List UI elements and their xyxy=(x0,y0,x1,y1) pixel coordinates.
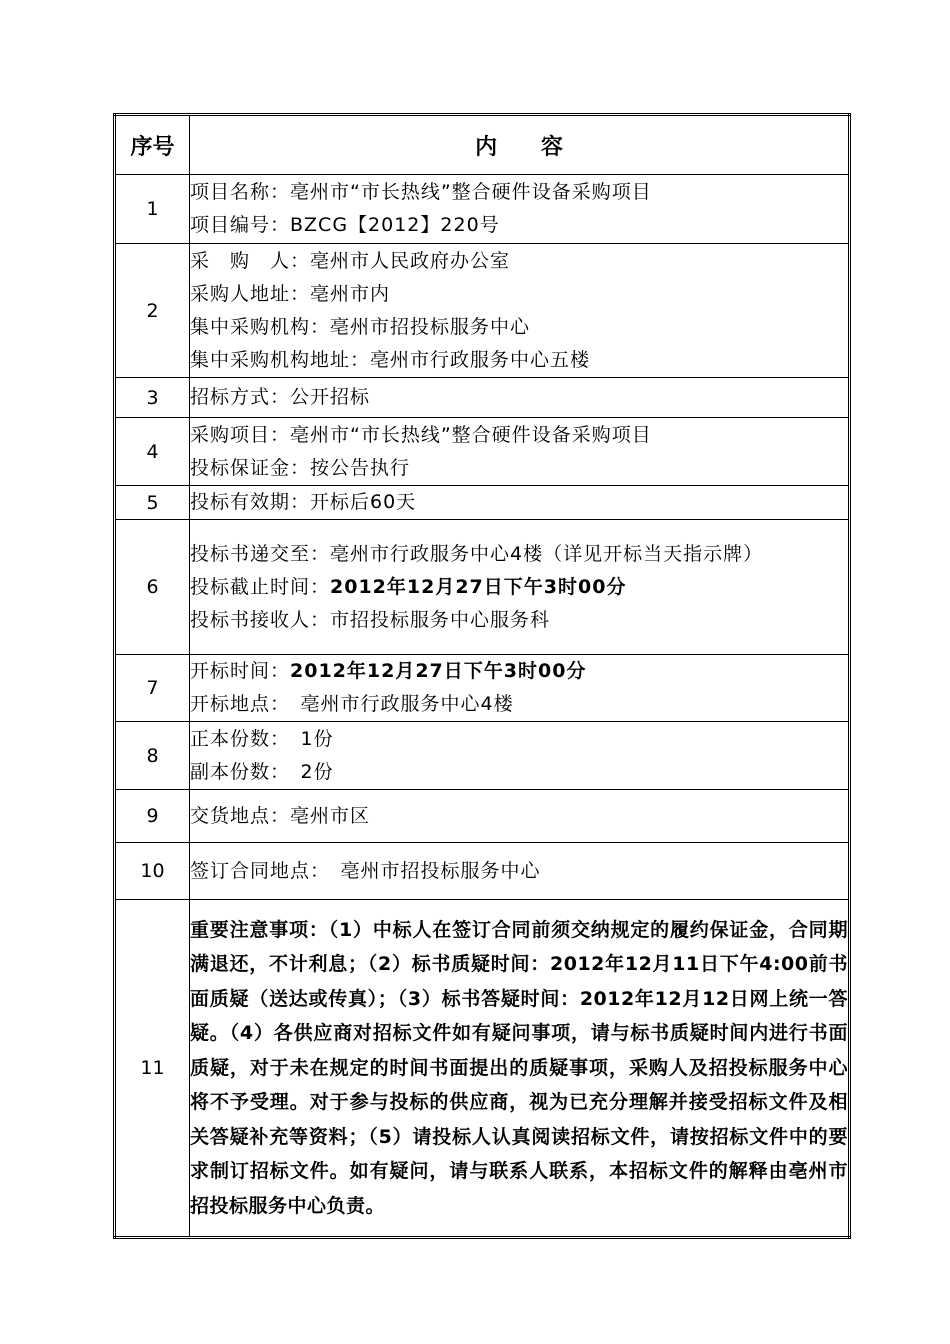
row-number: 6 xyxy=(115,520,190,655)
row-content xyxy=(190,244,850,378)
important-notes: 重要注意事项：（1）中标人在签订合同前须交纳规定的履约保证金，合同期满退还，不计利息；（2）标书质疑时间：2012年12月11日下午4:00前书面质疑（送达或传真）；（3）标书答疑时间：2012年12月12日网上统一答疑。（4）各供应商对招标文件如有疑问事项，请与标书质疑时间内进行书面质疑，对于未在规定的时间书面提出的质疑事项，采购人及招投标服务中心将不予受理。对于参与投标的供应商，视为已充分理解并接受招标文件及相关答疑补充等资料；（5）请投标人认真阅读招标文件，请按招标文件中的要求制订招标文件。如有疑问，请与联系人联系，本招标文件的解释由亳州市招投标服务中心负责。 xyxy=(190,900,850,1238)
table-row xyxy=(115,378,850,418)
delivery-location: 交货地点：亳州市区 xyxy=(190,804,371,827)
row-content xyxy=(190,486,850,520)
table-row xyxy=(115,843,850,900)
header-row xyxy=(115,115,850,175)
row-content xyxy=(190,520,850,655)
table-row xyxy=(115,175,850,244)
tender-method: 招标方式：公开招标 xyxy=(190,386,371,408)
bid-deadline-label: 投标截止时间： xyxy=(190,575,331,598)
row-number: 7 xyxy=(115,655,190,722)
row-number: 1 xyxy=(115,175,190,244)
row-number: 5 xyxy=(115,486,190,520)
bid-deadline xyxy=(190,571,848,604)
opening-time-value: 2012年12月27日下午3时00分 xyxy=(290,660,587,682)
project-number: 项目编号：BZCG【2012】220号 xyxy=(190,214,500,236)
opening-time-label: 开标时间： xyxy=(190,660,291,682)
procurement-agency: 集中采购机构：亳州市招投标服务中心 xyxy=(190,315,531,338)
bid-receiver: 投标书接收人：市招投标服务中心服务科 xyxy=(190,608,551,631)
tender-info-table xyxy=(113,113,851,1239)
table-row xyxy=(115,486,850,520)
opening-time xyxy=(190,655,848,688)
table-row xyxy=(115,722,850,790)
bid-submission-location: 投标书递交至：亳州市行政服务中心4楼（详见开标当天指示牌） xyxy=(190,542,764,565)
row-number: 10 xyxy=(115,843,190,900)
bid-bond: 投标保证金：按公告执行 xyxy=(190,456,411,479)
bid-validity: 投标有效期：开标后60天 xyxy=(190,491,417,513)
original-copies: 正本份数： 1份 xyxy=(190,727,334,750)
row-number: 9 xyxy=(115,790,190,843)
row-number: 8 xyxy=(115,722,190,790)
duplicate-copies: 副本份数： 2份 xyxy=(190,760,334,783)
row-number: 11 xyxy=(115,900,190,1238)
purchaser: 采 购 人：亳州市人民政府办公室 xyxy=(190,249,511,272)
row-content xyxy=(190,722,850,790)
row-content xyxy=(190,418,850,486)
row-content xyxy=(190,843,850,900)
table-row xyxy=(115,244,850,378)
header-num: 序号 xyxy=(115,115,190,175)
procurement-agency-address: 集中采购机构地址：亳州市行政服务中心五楼 xyxy=(190,348,591,371)
header-content-label: 内 容 xyxy=(475,134,581,160)
row-number: 4 xyxy=(115,418,190,486)
purchaser-address: 采购人地址：亳州市内 xyxy=(190,282,391,305)
contract-location: 签订合同地点： 亳州市招投标服务中心 xyxy=(190,859,541,882)
opening-location: 开标地点： 亳州市行政服务中心4楼 xyxy=(190,693,514,715)
row-content xyxy=(190,790,850,843)
row-content xyxy=(190,175,850,244)
project-name: 项目名称：亳州市“市长热线”整合硬件设备采购项目 xyxy=(190,181,652,203)
row-number: 2 xyxy=(115,244,190,378)
row-content xyxy=(190,378,850,418)
table-row xyxy=(115,900,850,1238)
bid-deadline-value: 2012年12月27日下午3时00分 xyxy=(330,575,627,598)
table-row xyxy=(115,655,850,722)
table-row xyxy=(115,520,850,655)
table-row xyxy=(115,790,850,843)
table-row xyxy=(115,418,850,486)
row-number: 3 xyxy=(115,378,190,418)
header-content xyxy=(190,115,850,175)
row-content xyxy=(190,655,850,722)
procurement-project: 采购项目：亳州市“市长热线”整合硬件设备采购项目 xyxy=(190,423,652,446)
